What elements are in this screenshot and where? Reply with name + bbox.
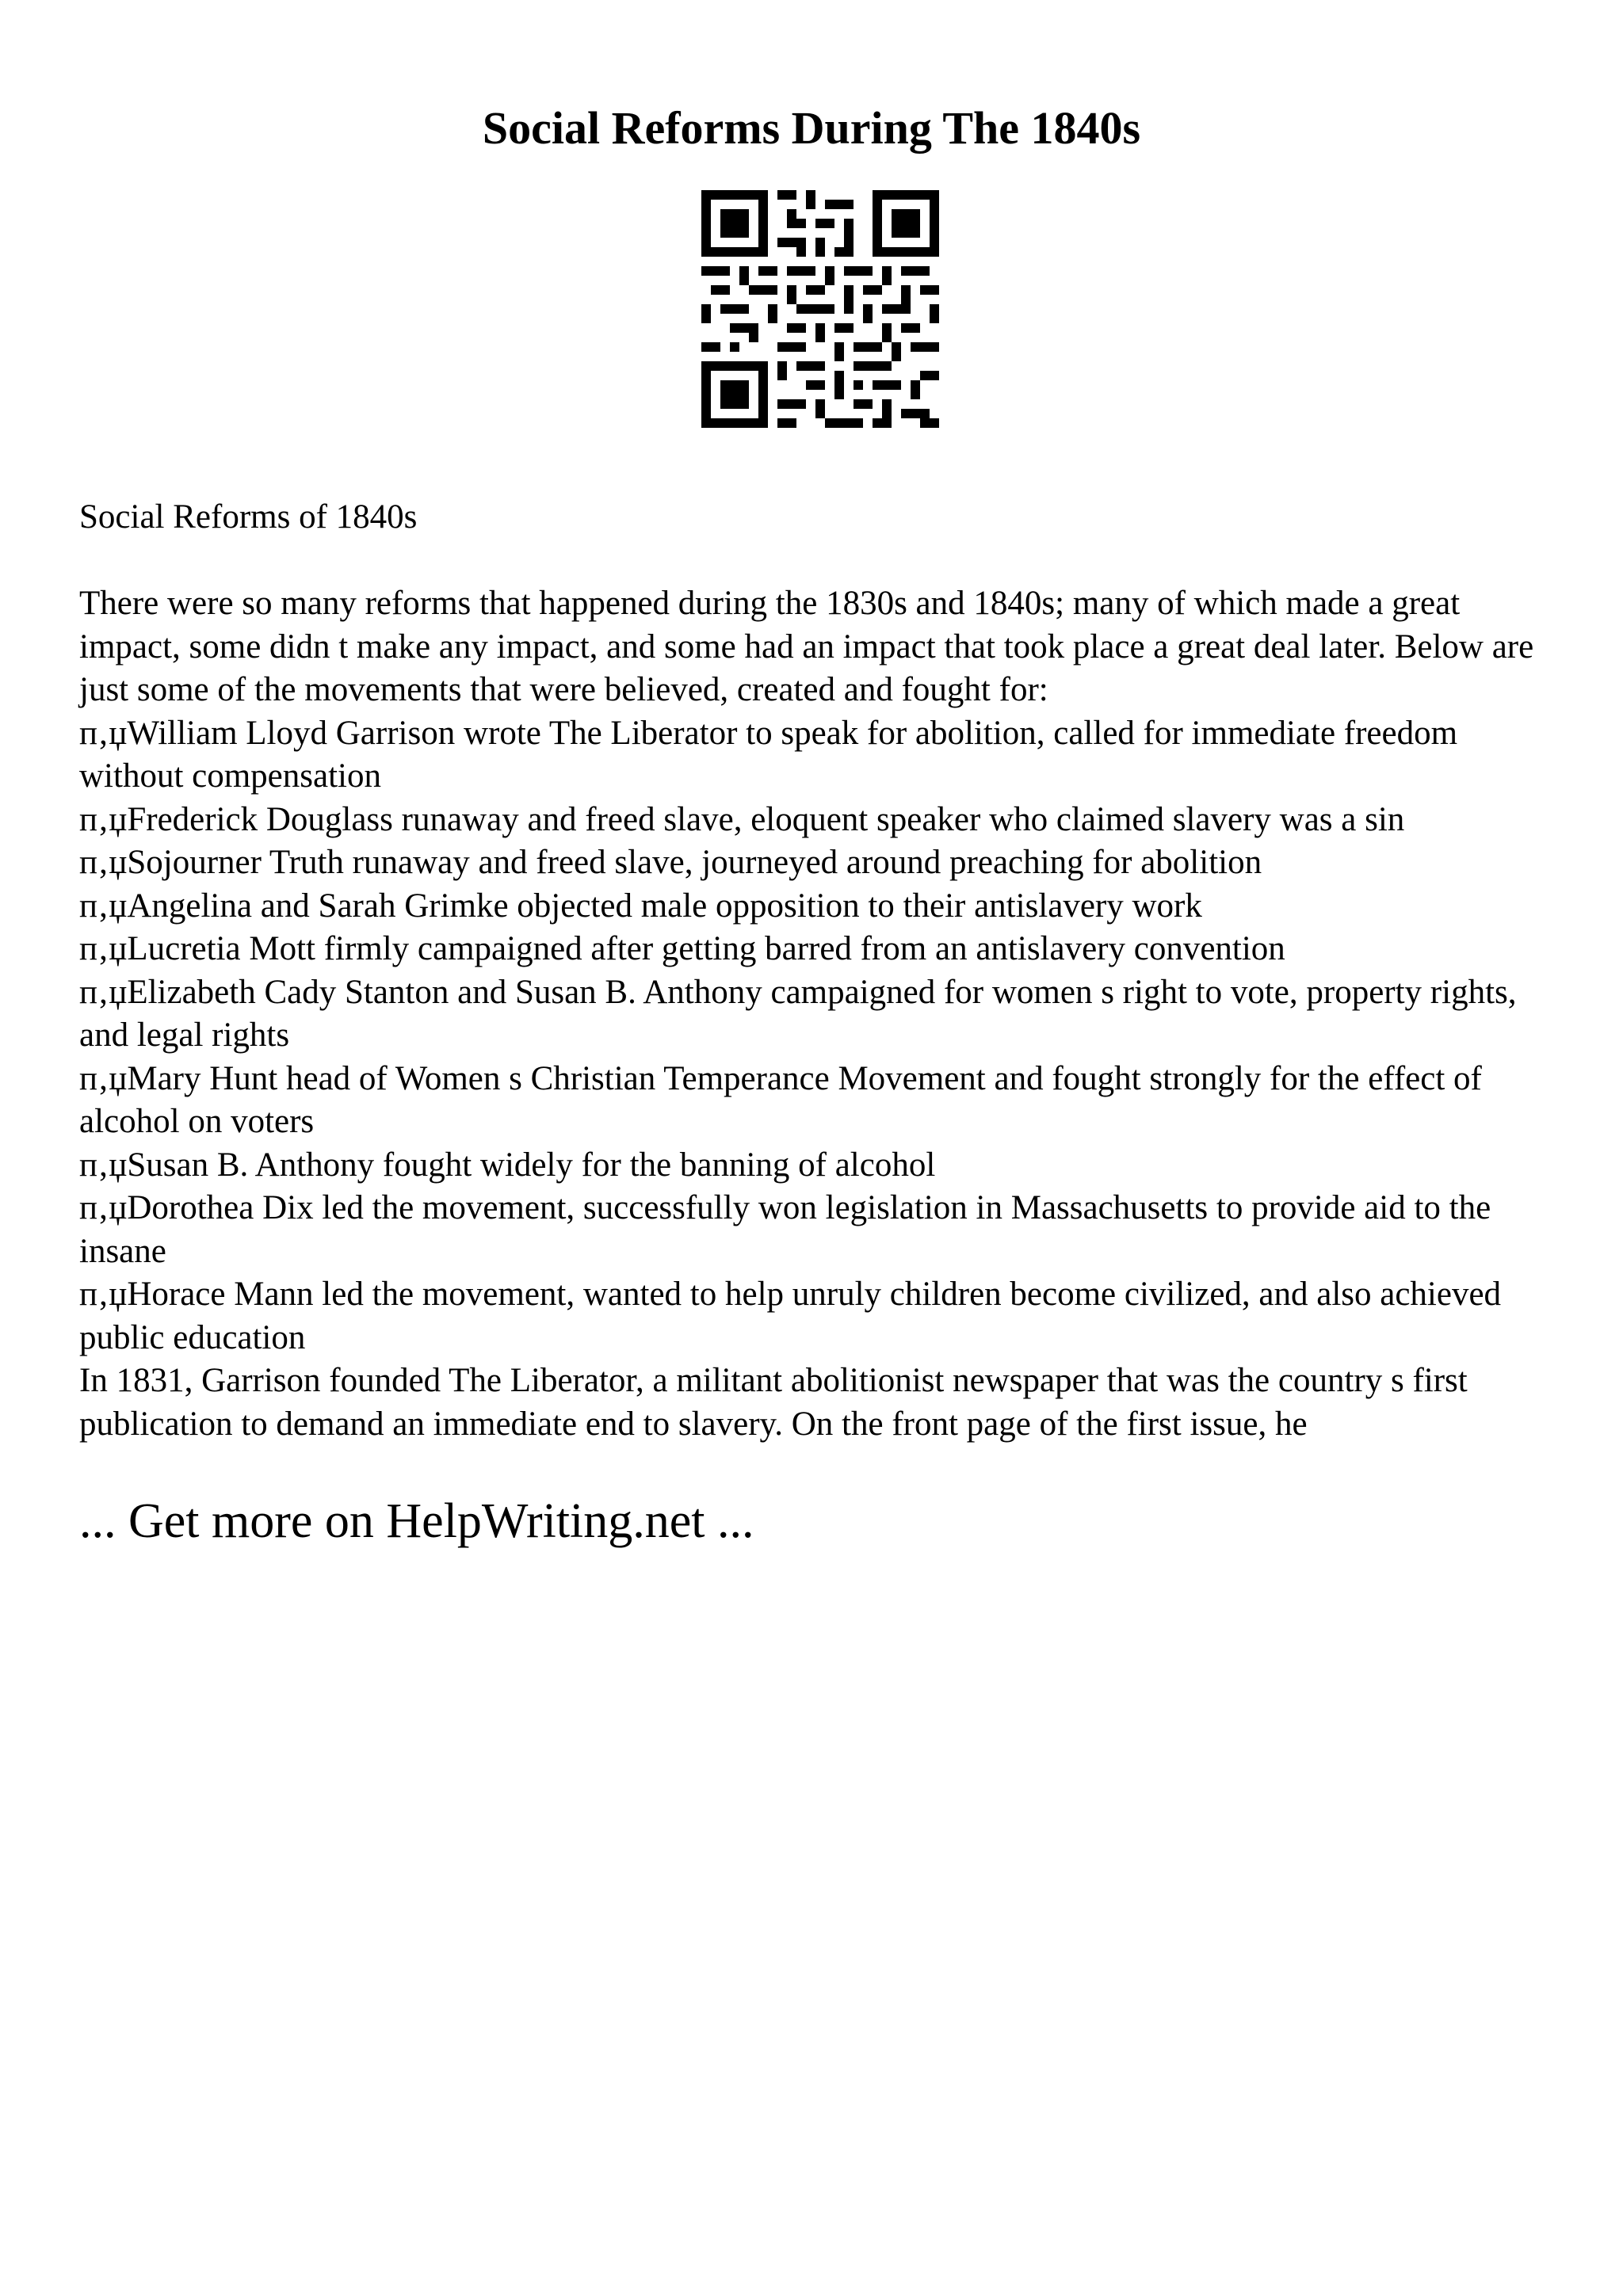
list-item (79, 1058, 1569, 1144)
bullet-icon: п‚џ (79, 1146, 128, 1184)
list-item-text: Sojourner Truth runaway and freed slave, journeyed around preaching for abolition (127, 844, 1262, 881)
list-item-text: Susan B. Anthony fought widely for the banning of alcohol (127, 1146, 936, 1184)
list-item (79, 928, 1569, 971)
bullet-icon: п‚џ (79, 714, 128, 752)
list-item-text: Dorothea Dix led the movement, successfully won legislation in Massachusetts to provide aid to the insane (79, 1189, 1491, 1270)
closing-paragraph: In 1831, Garrison founded The Liberator, a militant abolitionist newspaper that was the country s first publication to demand an immediate end to slavery. On the front page of the first issue, he (79, 1362, 1468, 1443)
list-item (79, 712, 1569, 799)
list-item-text: Horace Mann led the movement, wanted to help unruly children become civilized, and also achieved public education (79, 1276, 1502, 1356)
list-item-text: Elizabeth Cady Stanton and Susan B. Anthony campaigned for women s right to vote, property rights, and legal rights (79, 973, 1517, 1054)
list-item-text: Angelina and Sarah Grimke objected male opposition to their antislavery work (127, 887, 1202, 925)
bullet-icon: п‚џ (79, 844, 128, 881)
bullet-icon: п‚џ (79, 1059, 128, 1097)
list-item-text: Frederick Douglass runaway and freed slave, eloquent speaker who claimed slavery was a sin (127, 800, 1405, 838)
list-item (79, 841, 1569, 885)
bullet-icon: п‚џ (79, 1189, 128, 1226)
list-item-text: Mary Hunt head of Women s Christian Temperance Movement and fought strongly for the effect of alcohol on voters (79, 1059, 1482, 1140)
document-body (79, 496, 1569, 1446)
list-item (79, 799, 1569, 842)
list-item-text: Lucretia Mott firmly campaigned after getting barred from an antislavery convention (127, 930, 1285, 967)
bullet-icon: п‚џ (79, 800, 128, 838)
bullet-icon: п‚џ (79, 887, 128, 925)
bullet-icon: п‚џ (79, 973, 128, 1011)
list-item (79, 1273, 1569, 1360)
more-link[interactable]: ... Get more on HelpWriting.net ... (79, 1494, 754, 1548)
list-item (79, 885, 1569, 929)
list-item (79, 1187, 1569, 1273)
page-title: Social Reforms During The 1840s (482, 102, 1141, 154)
bullet-icon: п‚џ (79, 1276, 128, 1313)
list-item (79, 1144, 1569, 1188)
list-item-text: William Lloyd Garrison wrote The Liberator to speak for abolition, called for immediate freedom without compensation (79, 714, 1458, 795)
bullet-icon: п‚џ (79, 930, 128, 967)
qr-code-icon (701, 190, 939, 428)
spacer (79, 540, 1569, 583)
list-item (79, 971, 1569, 1058)
intro-paragraph: There were so many reforms that happened during the 1830s and 1840s; many of which made a great impact, some didn t make any impact, and some had an impact that took place a great deal later. Below are just some of the movements that were believed, created and fought for: (79, 585, 1534, 708)
subheading: Social Reforms of 1840s (79, 498, 418, 536)
